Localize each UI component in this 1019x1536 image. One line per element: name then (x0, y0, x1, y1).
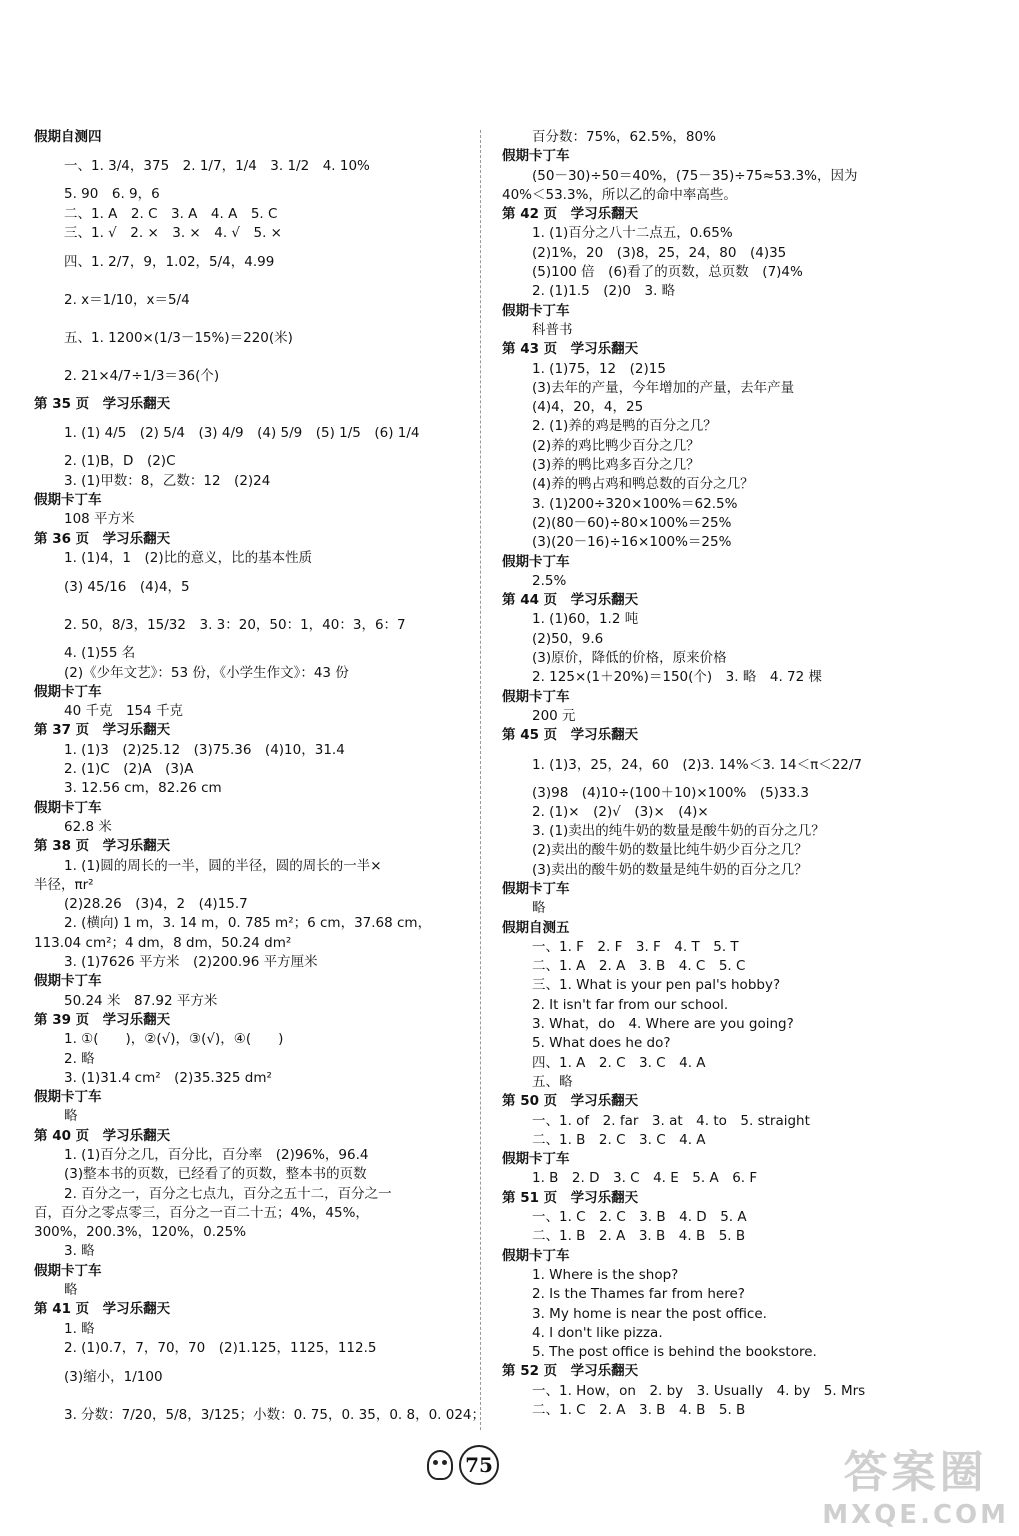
answer-line: 2. (1)0.7，7，70，70 (2)1.125，1125，112.5 (64, 1339, 377, 1356)
answer-line: (2)28.26 (3)4，2 (4)15.7 (64, 896, 248, 913)
answer-line: 300%，200.3%，120%，0.25% (34, 1224, 247, 1241)
answer-line: 略 (532, 900, 546, 917)
section-heading: 假期卡丁车 (34, 799, 102, 816)
section-heading: 第 41 页 学习乐翻天 (34, 1301, 171, 1318)
answer-line: 2. It isn't far from our school. (532, 996, 729, 1013)
answer-line: (5)100 倍 (6)看了的页数，总页数 (7)4% (532, 264, 803, 281)
answer-line: 2. Is the Thames far from here? (532, 1286, 745, 1303)
answer-line: 1. (1)4，1 (2)比的意义，比的基本性质 (64, 549, 313, 566)
section-heading: 假期自测四 (34, 129, 102, 145)
answer-line: 3. (1)7626 平方米 (2)200.96 平方厘米 (64, 954, 318, 971)
column-divider (480, 130, 481, 1430)
section-heading: 第 52 页 学习乐翻天 (502, 1363, 639, 1380)
answer-line: 1. (1)3，25，24，60 (2)3. 14%＜3. 14＜π＜22/7 (532, 756, 863, 773)
answer-line: 1. (1)百分之八十二点五，0.65% (532, 225, 733, 242)
answer-line: 一、1. F 2. F 3. F 4. T 5. T (532, 938, 739, 955)
answer-line: 3. My home is near the post office. (532, 1305, 767, 1322)
answer-line: 50.24 米 87.92 平方米 (64, 992, 218, 1009)
answer-line: 4. (1)55 名 (64, 645, 136, 662)
answer-line: (2)1%，20 (3)8，25，24，80 (4)35 (532, 244, 787, 261)
section-heading: 第 39 页 学习乐翻天 (34, 1011, 171, 1028)
answer-line: (3)去年的产量，今年增加的产量，去年产量 (532, 379, 795, 396)
answer-line: 二、1. C 2. A 3. B 4. B 5. B (532, 1402, 746, 1418)
section-heading: 假期卡丁车 (34, 492, 102, 509)
answer-line: (3)缩小，1/100 (64, 1369, 163, 1386)
section-heading: 假期卡丁车 (502, 553, 570, 570)
watermark-bottom: MXQE.COM (822, 1500, 1009, 1530)
answer-line: 二、1. A 2. A 3. B 4. C 5. C (532, 958, 746, 975)
answer-line: 百，百分之零点零三，百分之一百二十五；4%，45%， (34, 1204, 369, 1221)
answer-line: 2. (1)B，D (2)C (64, 453, 176, 470)
answer-line: 3. 略 (64, 1243, 95, 1260)
answer-line: (2)(80－60)÷80×100%＝25% (532, 514, 732, 531)
answer-line: 二、1. A 2. C 3. A 4. A 5. C (64, 205, 278, 222)
answer-line: (4)养的鸭占鸡和鸭总数的百分之几？ (532, 476, 754, 493)
answer-line: 113.04 cm²；4 dm，8 dm，50.24 dm² (34, 934, 292, 951)
answer-line: 三、1. √ 2. × 3. × 4. √ 5. × (64, 224, 282, 241)
answer-line: 5. The post office is behind the bookstore. (532, 1344, 817, 1361)
answer-line: 1. ①( )，②(√)，③(√)，④( ) (64, 1031, 284, 1048)
answer-line: 3. 分数：7/20，5/8，3/125；小数：0. 75，0. 35，0. 8，0. 024； (64, 1407, 486, 1424)
answer-line: 4. I don't like pizza. (532, 1324, 663, 1341)
answer-line: 40 千克 154 千克 (64, 703, 184, 720)
section-heading: 第 42 页 学习乐翻天 (502, 206, 639, 223)
answer-line: (50－30)÷50＝40%，(75－35)÷75≈53.3%，因为 (532, 167, 858, 184)
section-heading: 假期卡丁车 (34, 683, 102, 700)
answer-line: 2. 125×(1＋20%)＝150(个) 3. 略 4. 72 棵 (532, 669, 822, 686)
answer-line: 2. x＝1/10，x＝5/4 (64, 292, 190, 309)
answer-line: 1. (1)75，12 (2)15 (532, 360, 666, 377)
answer-line: (4)4，20，4，25 (532, 399, 644, 416)
answer-line: 3. 12.56 cm，82.26 cm (64, 780, 222, 797)
section-heading: 假期卡丁车 (34, 973, 102, 990)
answer-line: 62.8 米 (64, 818, 112, 835)
answer-line: 2. (1)× (2)√ (3)× (4)× (532, 803, 709, 820)
section-heading: 假期卡丁车 (502, 688, 570, 705)
answer-line: 1. (1)百分之几，百分比，百分率 (2)96%，96.4 (64, 1146, 369, 1163)
answer-line: 3. (1)31.4 cm² (2)35.325 dm² (64, 1069, 272, 1086)
answer-line: 200 元 (532, 707, 576, 724)
answer-line: (3)卖出的酸牛奶的数量是纯牛奶的百分之几？ (532, 861, 808, 878)
answer-line: 科普书 (532, 321, 573, 338)
section-heading: 第 37 页 学习乐翻天 (34, 722, 171, 739)
answer-line: 略 (64, 1108, 78, 1125)
answer-line: 2. 21×4/7÷1/3＝36(个) (64, 368, 220, 385)
right-column (502, 128, 972, 1420)
answer-line: 五、略 (532, 1073, 573, 1090)
answer-line: 108 平方米 (64, 511, 135, 528)
answer-line: 五、1. 1200×(1/3－15%)＝220(米) (64, 330, 293, 347)
answer-line: 3. (1)甲数：8，乙数：12 (2)24 (64, 472, 271, 489)
section-heading: 假期卡丁车 (502, 302, 570, 319)
answer-line: 5. What does he do? (532, 1035, 671, 1052)
section-heading: 假期卡丁车 (502, 1247, 570, 1264)
answer-line: 1. 略 (64, 1320, 95, 1337)
page-number-label: 75 (459, 1445, 499, 1485)
answer-line: 1. (1)圆的周长的一半，圆的半径，圆的周长的一半× (64, 857, 382, 874)
page-number (427, 1445, 499, 1485)
answer-line: 略 (64, 1282, 78, 1299)
answer-line: (3)98 (4)10÷(100＋10)×100% (5)33.3 (532, 784, 809, 801)
answer-line: 3. (1)卖出的纯牛奶的数量是酸牛奶的百分之几？ (532, 823, 825, 840)
answer-line: (2)卖出的酸牛奶的数量比纯牛奶少百分之几？ (532, 842, 808, 859)
answer-line: 2.5% (532, 572, 567, 589)
answer-line: 二、1. B 2. C 3. C 4. A (532, 1131, 706, 1148)
answer-line: (3) 45/16 (4)4，5 (64, 579, 190, 596)
answer-line: 四、1. 2/7，9，1.02，5/4，4.99 (64, 254, 275, 271)
answer-line: 2. (横向) 1 m，3. 14 m，0. 785 m²；6 cm，37.68 cm， (64, 915, 432, 932)
answer-line: 1. (1)3 (2)25.12 (3)75.36 (4)10，31.4 (64, 741, 345, 758)
answer-line: 2. (1)养的鸡是鸭的百分之几？ (532, 418, 717, 435)
section-heading: 第 44 页 学习乐翻天 (502, 592, 639, 609)
answer-line: 三、1. What is your pen pal's hobby? (532, 977, 781, 994)
answer-line: 2. (1)1.5 (2)0 3. 略 (532, 283, 676, 300)
mascot-icon (427, 1450, 453, 1480)
answer-line: 半径，πr² (34, 876, 94, 893)
section-heading: 第 35 页 学习乐翻天 (34, 396, 171, 413)
answer-line: 3. (1)200÷320×100%＝62.5% (532, 495, 738, 512)
answer-line: 1. B 2. D 3. C 4. E 5. A 6. F (532, 1170, 758, 1187)
section-heading: 假期卡丁车 (34, 1089, 102, 1106)
answer-line: 2. (1)C (2)A (3)A (64, 761, 194, 778)
answer-line: 1. (1) 4/5 (2) 5/4 (3) 4/9 (4) 5/9 (5) 1/5 (6) 1/4 (64, 425, 420, 442)
section-heading: 假期卡丁车 (502, 1151, 570, 1168)
answer-line: 2. 50，8/3，15/32 3. 3：20，50：1，40：3，6：7 (64, 617, 406, 634)
answer-line: (3)养的鸭比鸡多百分之几？ (532, 457, 700, 474)
answer-line: 二、1. B 2. A 3. B 4. B 5. B (532, 1228, 746, 1245)
answer-line: (2)养的鸡比鸭少百分之几？ (532, 437, 700, 454)
section-heading: 第 38 页 学习乐翻天 (34, 838, 171, 855)
answer-line: (3)原价，降低的价格，原来价格 (532, 650, 727, 667)
answer-line: 1. (1)60，1.2 吨 (532, 611, 639, 628)
section-heading: 假期自测五 (502, 919, 570, 936)
answer-line: 一、1. of 2. far 3. at 4. to 5. straight (532, 1112, 810, 1129)
answer-line: 2. 百分之一，百分之七点九，百分之五十二，百分之一 (64, 1185, 392, 1202)
answer-line: 一、1. 3/4，375 2. 1/7，1/4 3. 1/2 4. 10% (64, 158, 370, 175)
section-heading: 假期卡丁车 (502, 148, 570, 165)
answer-line: 一、1. How，on 2. by 3. Usually 4. by 5. Mrs (532, 1382, 866, 1399)
section-heading: 第 51 页 学习乐翻天 (502, 1189, 639, 1206)
answer-line: 百分数：75%，62.5%，80% (532, 129, 716, 145)
watermark-top: 答案圈 (843, 1447, 988, 1498)
section-heading: 第 43 页 学习乐翻天 (502, 341, 639, 358)
answer-line: (3)(20－16)÷16×100%＝25% (532, 534, 732, 551)
answer-line: 四、1. A 2. C 3. C 4. A (532, 1054, 706, 1071)
answer-line: (2)50，9.6 (532, 630, 604, 647)
answer-line: 5. 90 6. 9，6 (64, 186, 160, 203)
answer-line: 一、1. C 2. C 3. B 4. D 5. A (532, 1209, 747, 1226)
left-column (34, 128, 486, 1434)
answer-line: (2)《少年文艺》：53 份，《小学生作文》：43 份 (64, 664, 349, 681)
section-heading: 第 45 页 学习乐翻天 (502, 727, 639, 744)
section-heading: 第 36 页 学习乐翻天 (34, 530, 171, 547)
section-heading: 假期卡丁车 (34, 1262, 102, 1279)
section-heading: 第 40 页 学习乐翻天 (34, 1127, 171, 1144)
section-heading: 第 50 页 学习乐翻天 (502, 1093, 639, 1110)
answer-line: 40%＜53.3%，所以乙的命中率高些。 (502, 186, 737, 203)
answer-line: (3)整本书的页数，已经看了的页数，整本书的页数 (64, 1166, 367, 1183)
answer-line: 1. Where is the shop? (532, 1266, 679, 1283)
watermark (822, 1436, 1009, 1530)
section-heading: 假期卡丁车 (502, 880, 570, 897)
answer-line: 3. What，do 4. Where are you going? (532, 1016, 794, 1033)
answer-line: 2. 略 (64, 1050, 95, 1067)
